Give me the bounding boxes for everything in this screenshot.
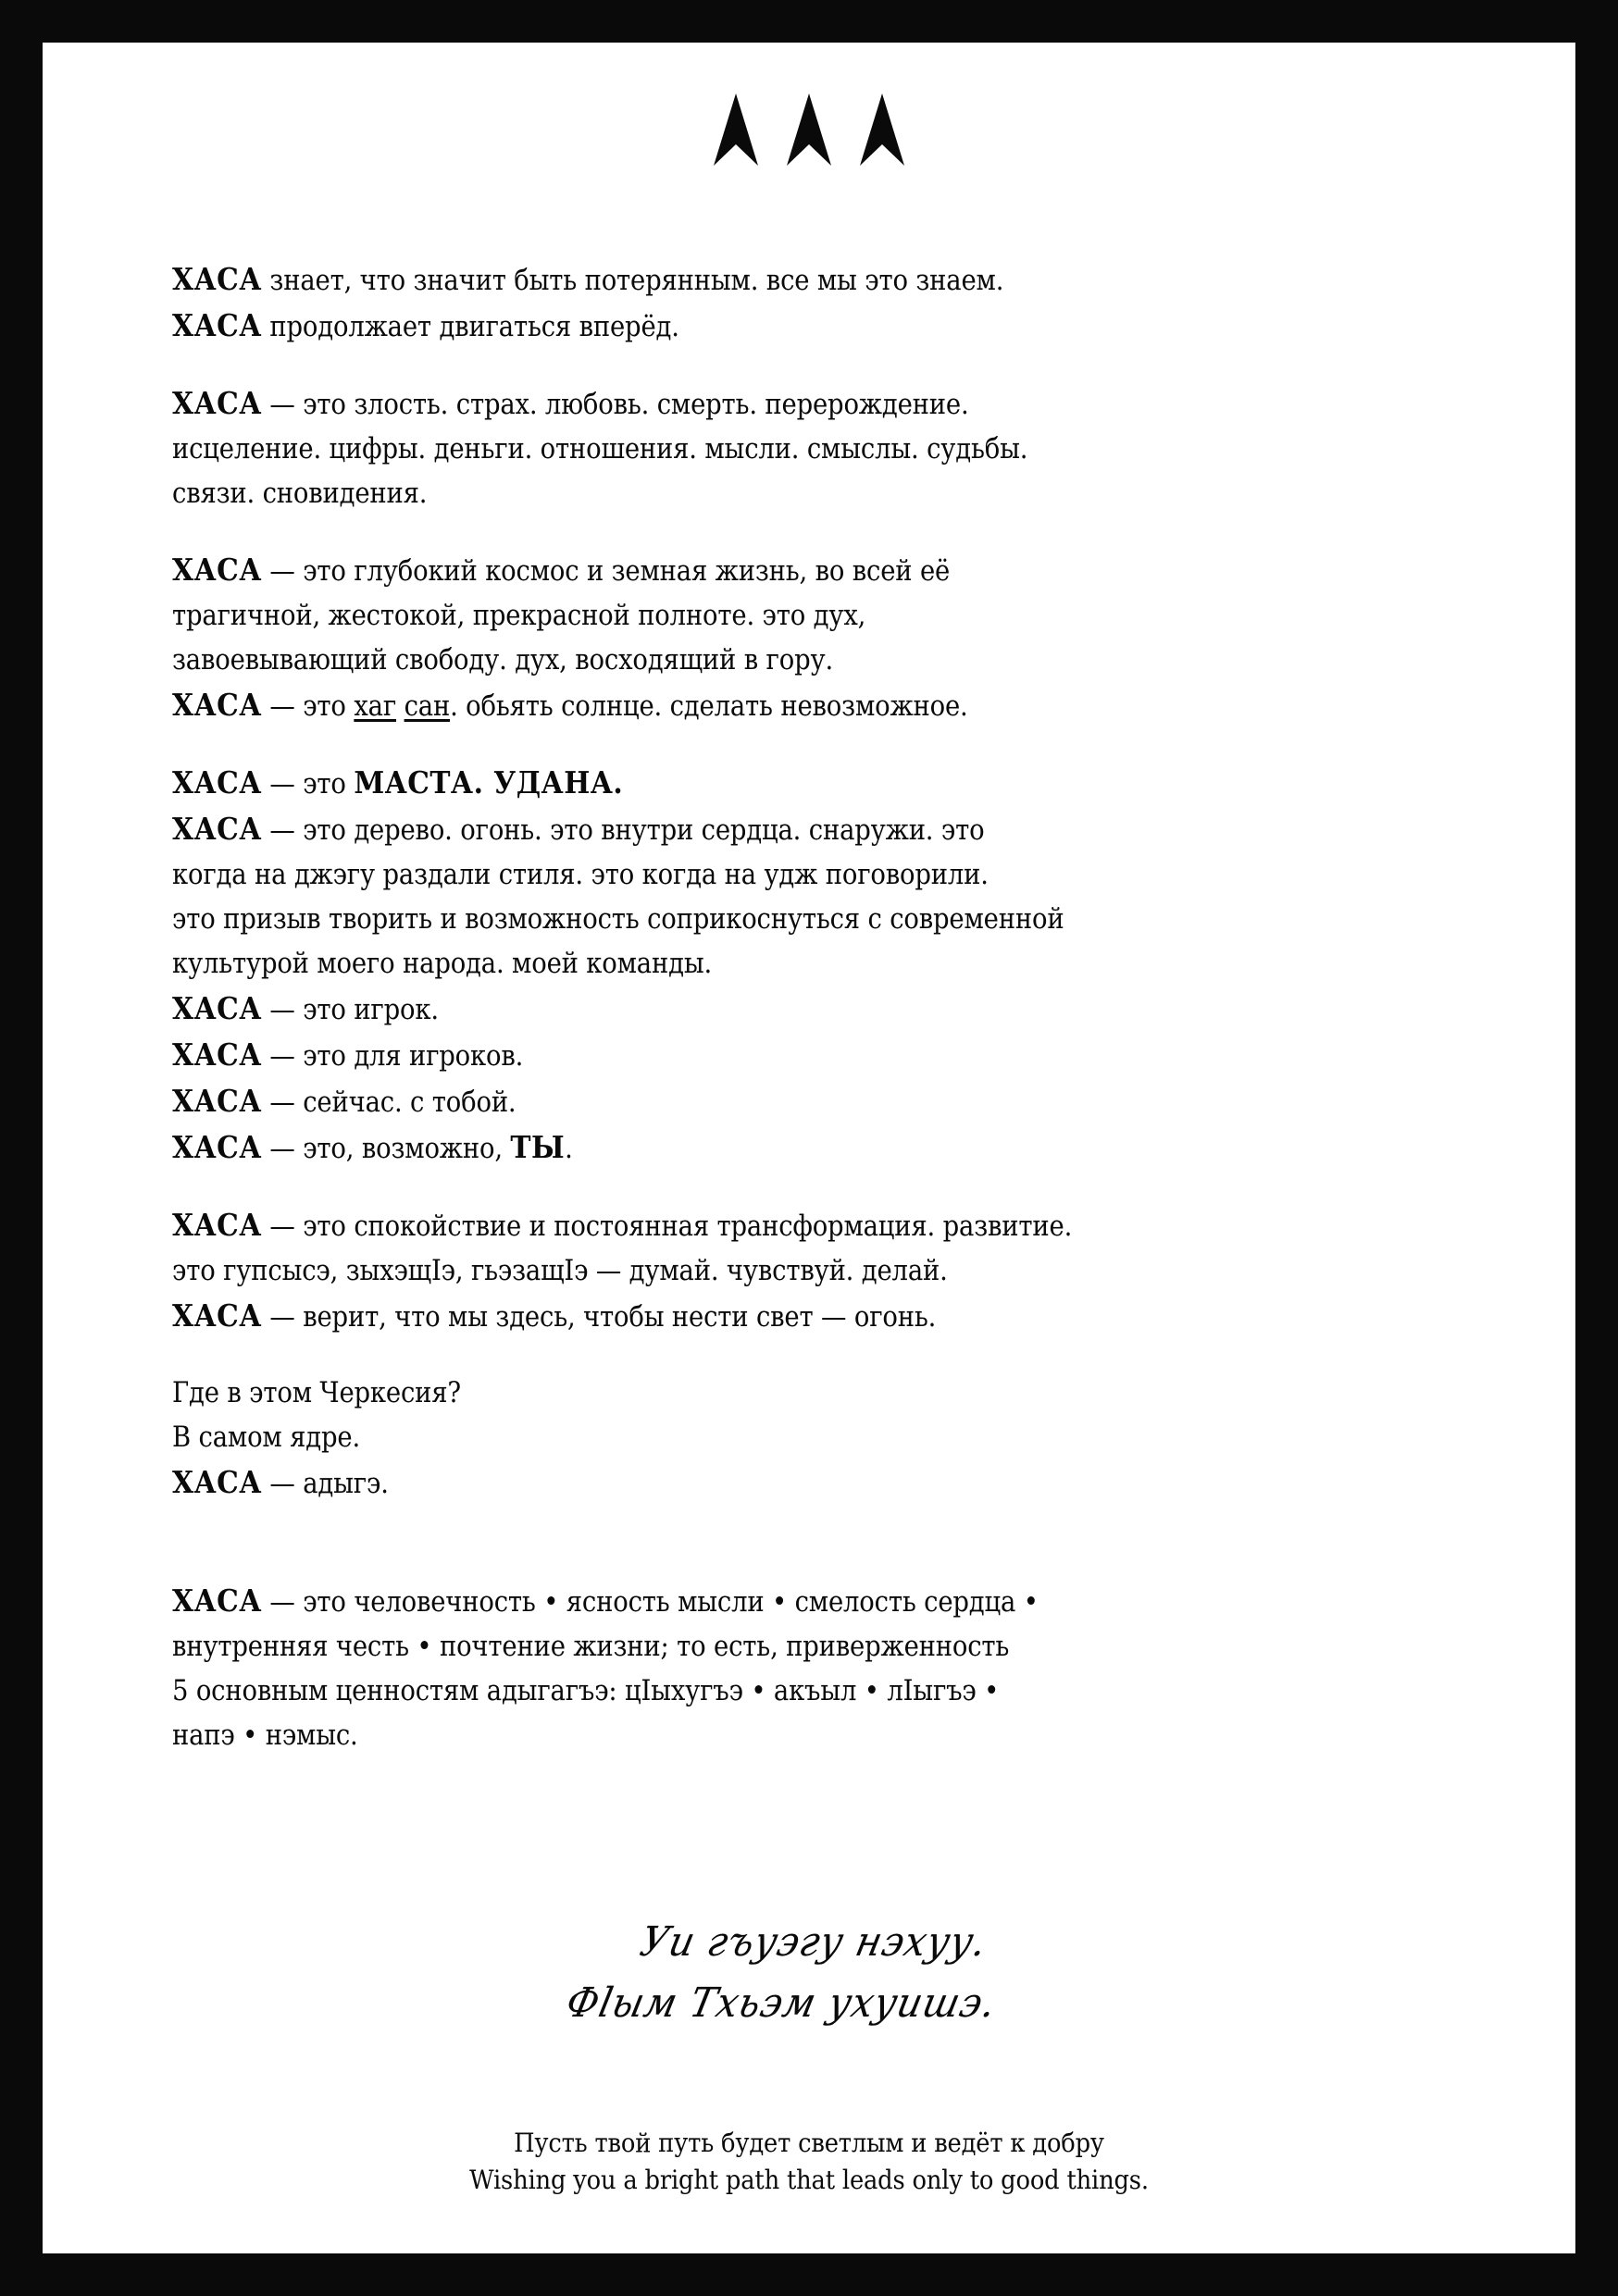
manifesto-line xyxy=(172,1669,1412,1714)
signature-block xyxy=(43,1912,1575,2034)
hasa-keyword: ХАСА xyxy=(172,687,262,723)
manifesto-line xyxy=(172,428,1412,472)
text-run: продолжает двигаться вперёд. xyxy=(261,311,679,343)
manifesto-line xyxy=(172,942,1412,987)
manifesto-line xyxy=(172,381,1412,428)
signature-line-2: Фlым Тхьэм ухуишэ. xyxy=(562,1980,1002,2027)
hasa-keyword: ХАСА xyxy=(172,1129,262,1165)
text-run: связи. сновидения. xyxy=(172,478,428,510)
text-run: напэ • нэмыс. xyxy=(172,1719,358,1752)
text-run: — это человечность • ясность мысли • смелость сердца • xyxy=(261,1586,1039,1619)
manifesto-paragraph xyxy=(172,548,1413,729)
chevron-up-icon xyxy=(856,93,908,166)
manifesto-line xyxy=(172,1625,1412,1669)
text-run: — верит, что мы здесь, чтобы нести свет — огонь. xyxy=(261,1301,937,1334)
manifesto-line xyxy=(172,1579,1412,1625)
manifesto-line xyxy=(172,1079,1412,1125)
text-run: . xyxy=(565,1133,573,1165)
text-run: — адыгэ. xyxy=(261,1468,389,1500)
hasa-keyword: ХАСА xyxy=(172,261,262,297)
emphasis-caps: ТЫ xyxy=(510,1129,566,1165)
manifesto-line xyxy=(172,472,1412,516)
text-run: завоевывающий свободу. дух, восходящий в гору. xyxy=(172,644,833,676)
signature-line-1: Уи гъуэгу нэхуу. xyxy=(636,1918,992,1966)
hasa-keyword: ХАСА xyxy=(172,1207,262,1243)
hasa-keyword: ХАСА xyxy=(172,990,262,1026)
hasa-keyword: ХАСА xyxy=(172,1582,262,1619)
text-run: исцеление. цифры. деньги. отношения. мысли. смыслы. судьбы. xyxy=(172,433,1028,465)
manifesto-line xyxy=(172,1714,1412,1758)
manifesto-paragraph xyxy=(172,761,1413,1172)
hasa-keyword: ХАСА xyxy=(172,552,262,588)
text-run: трагичной, жестокой, прекрасной полноте. это дух, xyxy=(172,600,866,632)
emphasis-caps: МАСТА. УДАНА. xyxy=(354,764,624,800)
text-run: — это глубокий космос и земная жизнь, во всей её xyxy=(261,555,951,588)
text-run: когда на джэгу раздали стиля. это когда на удж поговорили. xyxy=(172,859,989,891)
manifesto-line xyxy=(172,1033,1412,1079)
hasa-keyword: ХАСА xyxy=(172,764,262,800)
hasa-keyword: ХАСА xyxy=(172,385,262,421)
text-run: знает, что значит быть потерянным. все мы это знаем. xyxy=(261,265,1004,297)
manifesto-line xyxy=(172,898,1412,942)
text-run: это призыв творить и возможность соприкоснуться с современной xyxy=(172,903,1064,936)
manifesto-line xyxy=(172,594,1412,639)
caption-russian: Пусть твой путь будет светлым и ведёт к добру xyxy=(514,2128,1104,2158)
text-run: — это игрок. xyxy=(261,994,439,1026)
text-run: — это злость. страх. любовь. смерть. перерождение. xyxy=(261,389,969,421)
text-run: . обьять солнце. сделать невозможное. xyxy=(450,690,968,723)
text-run: Где в этом Черкесия? xyxy=(172,1377,461,1409)
manifesto-line xyxy=(172,548,1412,594)
manifesto-line xyxy=(172,1203,1412,1249)
text-run: — это xyxy=(261,768,355,800)
manifesto-line xyxy=(172,987,1412,1033)
manifesto-line xyxy=(172,1294,1412,1340)
manifesto-line xyxy=(172,1416,1412,1460)
manifesto-paragraph xyxy=(172,1579,1413,1758)
text-run: — сейчас. с тобой. xyxy=(261,1086,517,1119)
manifesto-line xyxy=(172,683,1412,729)
manifesto-line xyxy=(172,639,1412,683)
text-run: — это дерево. огонь. это внутри сердца. снаружи. это xyxy=(261,814,985,847)
manifesto-line xyxy=(172,1460,1412,1507)
manifesto-paragraph xyxy=(172,1203,1413,1340)
manifesto-paragraph xyxy=(172,257,1413,350)
emblem-three-chevrons xyxy=(43,93,1575,166)
text-run: культурой моего народа. моей команды. xyxy=(172,948,713,980)
text-run: — это xyxy=(261,690,355,723)
hasa-keyword: ХАСА xyxy=(172,1083,262,1119)
underlined-term: сан xyxy=(404,690,451,723)
hasa-keyword: ХАСА xyxy=(172,1036,262,1073)
text-run: — это для игроков. xyxy=(261,1040,524,1073)
manifesto-line xyxy=(172,1125,1412,1172)
hasa-keyword: ХАСА xyxy=(172,1297,262,1334)
manifesto-line xyxy=(172,807,1412,853)
text-run: — это, возможно, xyxy=(261,1133,511,1165)
chevron-up-icon xyxy=(710,93,762,166)
manifesto-line xyxy=(172,761,1412,807)
text-run: — это спокойствие и постоянная трансформация. развитие. xyxy=(261,1210,1073,1243)
text-run: внутренняя честь • почтение жизни; то есть, приверженность xyxy=(172,1631,1010,1663)
manifesto-line xyxy=(172,1371,1412,1416)
manifesto-line xyxy=(172,853,1412,898)
underlined-term: хаг xyxy=(354,690,397,723)
manifesto-line xyxy=(172,257,1412,304)
caption-english: Wishing you a bright path that leads only to good things. xyxy=(469,2165,1149,2195)
chevron-up-icon xyxy=(783,93,835,166)
hasa-keyword: ХАСА xyxy=(172,1464,262,1500)
poster-sheet xyxy=(43,43,1575,2253)
text-run: 5 основным ценностям адыгагъэ: цIыхугъэ • акъыл • лIыгъэ • xyxy=(172,1675,1000,1707)
manifesto-body xyxy=(172,257,1413,1758)
manifesto-paragraph xyxy=(172,381,1413,516)
text-run: это гупсысэ, зыхэщIэ, гьэзащIэ — думай. чувствуй. делай. xyxy=(172,1255,948,1287)
manifesto-line xyxy=(172,304,1412,350)
manifesto-line xyxy=(172,1249,1412,1294)
hasa-keyword: ХАСА xyxy=(172,811,262,847)
text-run: В самом ядре. xyxy=(172,1421,361,1454)
caption-block xyxy=(43,2125,1575,2199)
hasa-keyword: ХАСА xyxy=(172,307,262,343)
manifesto-paragraph xyxy=(172,1371,1413,1507)
